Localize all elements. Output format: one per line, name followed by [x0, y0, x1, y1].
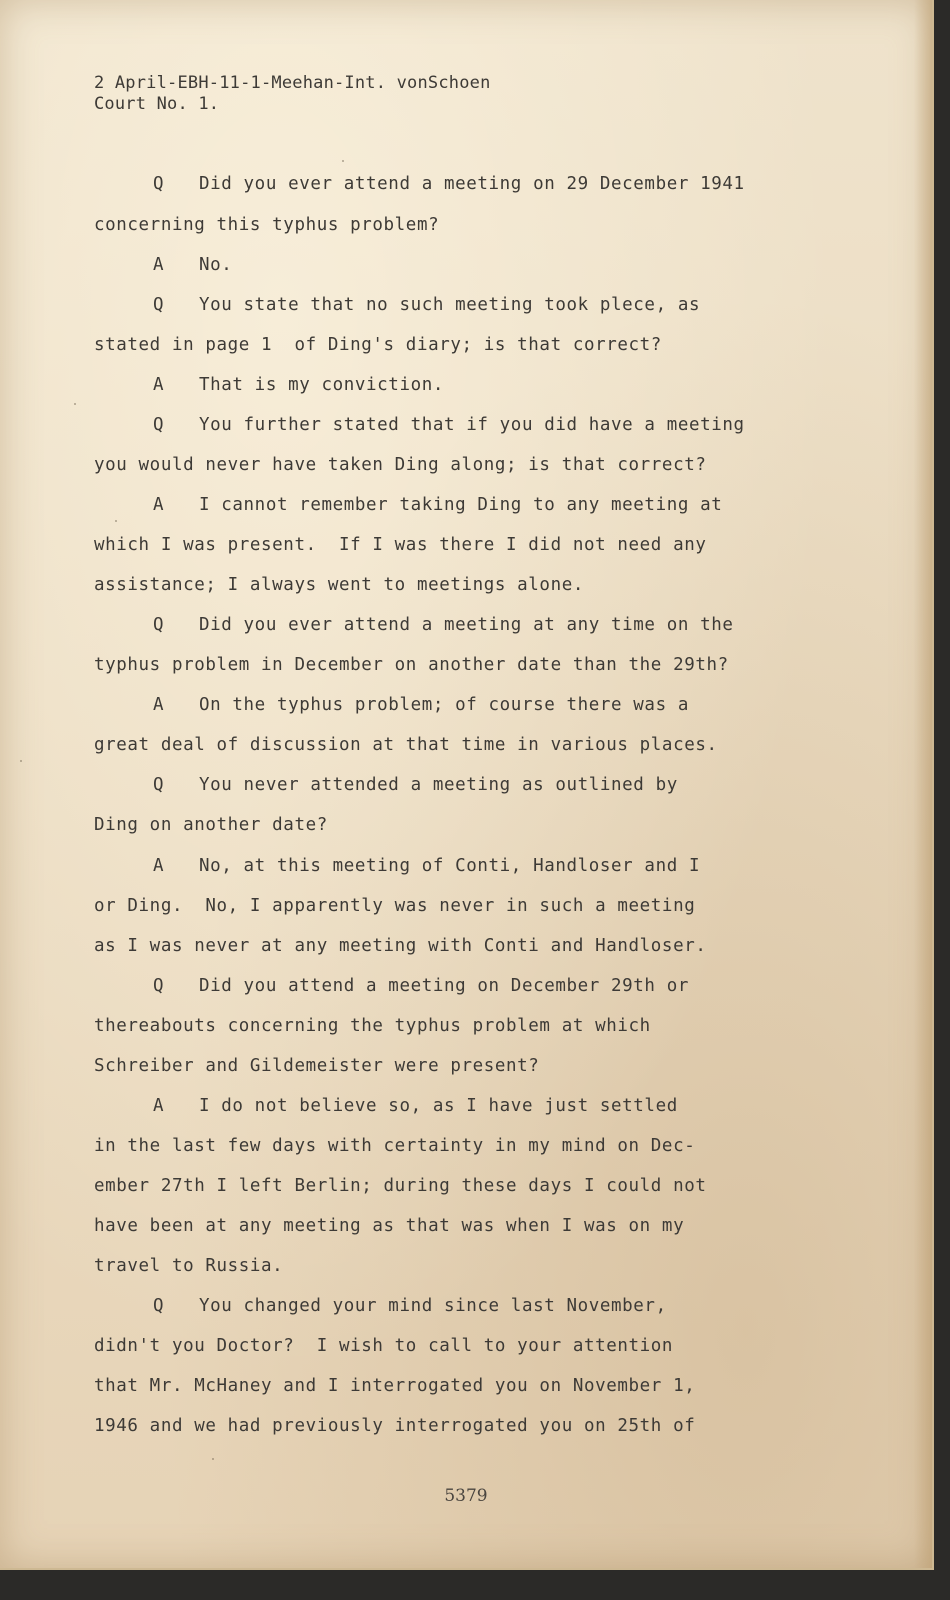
paper-speck: [115, 520, 117, 522]
line-text: Did you attend a meeting on December 29th or: [199, 976, 689, 996]
line-text: didn't you Doctor? I wish to call to your attention: [94, 1336, 674, 1356]
paper-speck: [20, 760, 22, 762]
line-text: Did you ever attend a meeting at any time on the: [199, 615, 734, 635]
line-text: you would never have taken Ding along; is that correct?: [94, 455, 707, 475]
line-text: No, at this meeting of Conti, Handloser and I: [199, 856, 701, 876]
line-text: No.: [199, 255, 233, 275]
transcript-line: [153, 1294, 667, 1318]
transcript-line: [94, 1254, 283, 1278]
line-text: or Ding. No, I apparently was never in such a meeting: [94, 896, 696, 916]
line-text: stated in page 1 of Ding's diary; is that correct?: [94, 335, 662, 355]
transcript-line: [94, 533, 706, 557]
transcript-line: [94, 934, 706, 958]
transcript-line: [94, 1414, 695, 1438]
line-text: have been at any meeting as that was when I was on my: [94, 1216, 685, 1236]
speaker-marker: Q: [153, 174, 165, 194]
line-text: That is my conviction.: [199, 375, 444, 395]
line-text: assistance; I always went to meetings alone.: [94, 575, 584, 595]
transcript-line: [153, 693, 689, 717]
speaker-marker: Q: [153, 1296, 165, 1316]
speaker-marker: A: [153, 695, 165, 715]
speaker-marker: Q: [153, 775, 165, 795]
line-text: that Mr. McHaney and I interrogated you on November 1,: [94, 1376, 696, 1396]
transcript-line: [94, 1134, 695, 1158]
line-text: as I was never at any meeting with Conti and Handloser.: [94, 936, 707, 956]
speaker-marker: A: [153, 495, 165, 515]
paper-speck: [212, 1458, 214, 1460]
paper-speck: [74, 403, 76, 405]
line-text: I cannot remember taking Ding to any meeting at: [199, 495, 723, 515]
line-text: You state that no such meeting took plece, as: [199, 295, 701, 315]
transcript-line: [94, 453, 706, 477]
header-line-1: 2 April-EBH-11-1-Meehan-Int. vonSchoen: [94, 73, 491, 93]
transcript-line: [94, 733, 718, 757]
line-text: typhus problem in December on another date than the 29th?: [94, 655, 729, 675]
speaker-marker: A: [153, 856, 165, 876]
line-text: Did you ever attend a meeting on 29 December 1941: [199, 174, 745, 194]
line-text: ember 27th I left Berlin; during these days I could not: [94, 1176, 707, 1196]
transcript-line: [153, 413, 745, 437]
speaker-marker: Q: [153, 615, 165, 635]
transcript-line: [94, 213, 439, 237]
speaker-marker: A: [153, 375, 165, 395]
transcript-line: [153, 293, 700, 317]
transcript-line: [94, 1174, 706, 1198]
transcript-line: [153, 493, 722, 517]
transcript-line: [94, 1014, 651, 1038]
transcript-line: [94, 1374, 695, 1398]
transcript-line: [94, 333, 662, 357]
transcript-line: [153, 854, 700, 878]
transcript-line: [94, 573, 584, 597]
transcript-line: [94, 1334, 673, 1358]
line-text: On the typhus problem; of course there was a: [199, 695, 689, 715]
line-text: concerning this typhus problem?: [94, 215, 440, 235]
speaker-marker: A: [153, 1096, 165, 1116]
transcript-line: [153, 1094, 678, 1118]
line-text: You never attended a meeting as outlined by: [199, 775, 678, 795]
header-line-2: Court No. 1.: [94, 94, 220, 114]
line-text: travel to Russia.: [94, 1256, 284, 1276]
speaker-marker: Q: [153, 976, 165, 996]
transcript-line: [94, 1214, 684, 1238]
transcript-line: [94, 894, 695, 918]
speaker-marker: A: [153, 255, 165, 275]
line-text: great deal of discussion at that time in various places.: [94, 735, 718, 755]
transcript-line: [94, 1054, 539, 1078]
transcript-line: [94, 813, 328, 837]
line-text: Schreiber and Gildemeister were present?: [94, 1056, 540, 1076]
speaker-marker: Q: [153, 295, 165, 315]
transcript-line: [153, 253, 232, 277]
line-text: Ding on another date?: [94, 815, 328, 835]
transcript-line: [153, 373, 444, 397]
line-text: in the last few days with certainty in my mind on Dec-: [94, 1136, 696, 1156]
line-text: 1946 and we had previously interrogated you on 25th of: [94, 1416, 696, 1436]
transcript-line: [153, 773, 678, 797]
page-number: 5379: [444, 1486, 488, 1506]
line-text: You changed your mind since last November,: [199, 1296, 667, 1316]
line-text: You further stated that if you did have a meeting: [199, 415, 745, 435]
transcript-line: [153, 613, 734, 637]
line-text: I do not believe so, as I have just settled: [199, 1096, 678, 1116]
transcript-line: [153, 974, 689, 998]
speaker-marker: Q: [153, 415, 165, 435]
line-text: which I was present. If I was there I did not need any: [94, 535, 707, 555]
line-text: thereabouts concerning the typhus problem at which: [94, 1016, 651, 1036]
paper-speck: [342, 160, 344, 162]
transcript-line: [153, 172, 745, 196]
transcript-line: [94, 653, 729, 677]
